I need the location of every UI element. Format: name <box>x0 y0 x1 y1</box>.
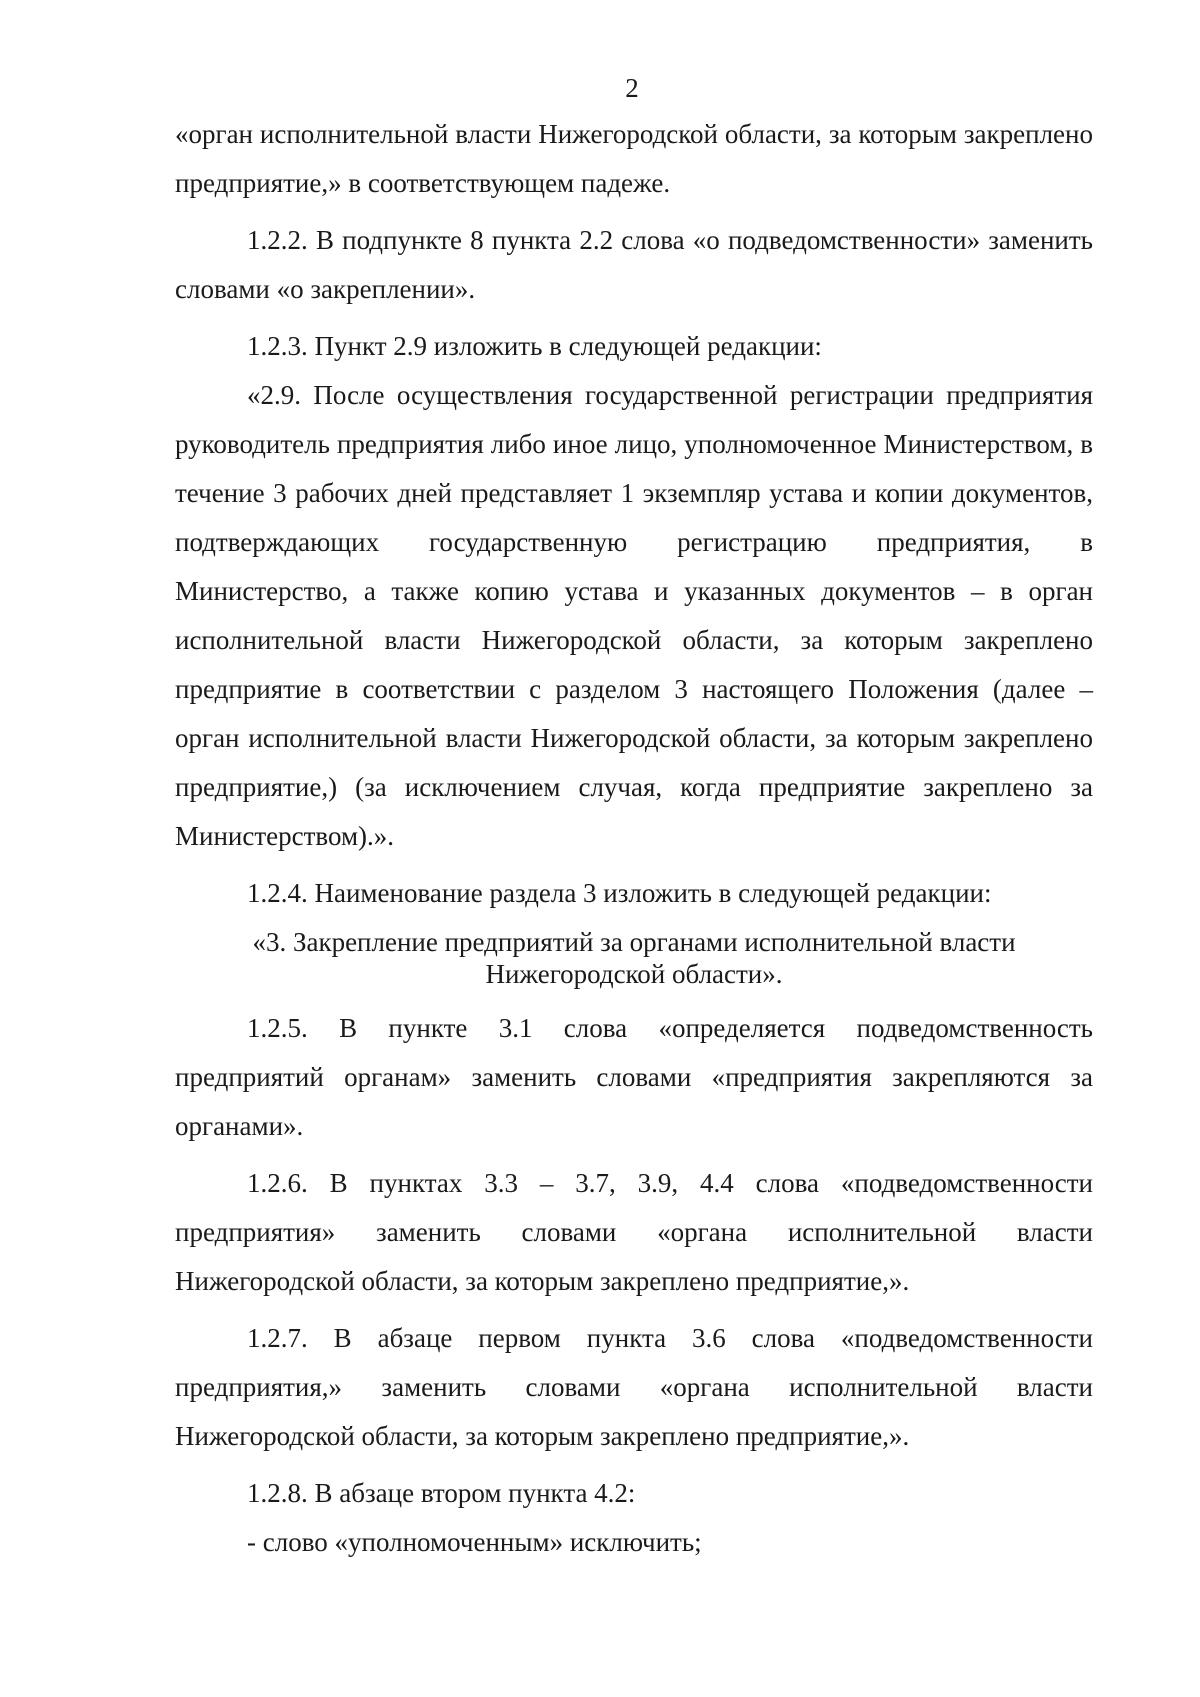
paragraph-1-2-8: 1.2.8. В абзаце втором пункта 4.2: <box>247 1478 636 1508</box>
paragraph-quote-2-9: «2.9. После осуществления государственной регистрации предприятия руководитель предприятия либо иное лицо, уполномоченное Министерством, в течение 3 рабочих дней представляет 1 экземпляр устава и копии документов, подтверждающих государственную регистрацию предприятия, в Министерство, а также копию устава и указанных документов – в орган исполнительной власти Нижегородской области, за которым закреплено предприятие в соответствии с разделом 3 настоящего Положения (далее – орган исполнительной власти Нижегородской области, за которым закреплено предприятие,) (за исключением случая, когда предприятие закреплено за Министерством).». <box>175 380 1093 851</box>
page-number: 2 <box>625 73 639 103</box>
paragraph-1-2-7: 1.2.7. В абзаце первом пункта 3.6 слова «подведомственности предприятия,» заменить словами «органа исполнительной власти Нижегородской области, за которым закреплено предприятие,». <box>175 1323 1093 1451</box>
paragraph-1-2-6: 1.2.6. В пунктах 3.3 – 3.7, 3.9, 4.4 слова «подведомственности предприятия» заменить словами «органа исполнительной власти Нижегородской области, за которым закреплено предприятие,». <box>175 1168 1093 1296</box>
section-heading-quote <box>175 926 1093 990</box>
paragraph-1-2-5: 1.2.5. В пункте 3.1 слова «определяется подведомственность предприятий органам» заменить словами «предприятия закрепляются за органами». <box>175 1013 1093 1141</box>
section-heading-line-1: «3. Закрепление предприятий за органами исполнительной власти <box>252 927 1016 957</box>
list-item-exclude-word: - слово «уполномоченным» исключить; <box>247 1527 702 1557</box>
paragraph-continuation: «орган исполнительной власти Нижегородской области, за которым закреплено предприятие,» в соответствующем падеже. <box>175 119 1093 198</box>
paragraph-1-2-2: 1.2.2. В подпункте 8 пункта 2.2 слова «о подведомственности» заменить словами «о закреплении». <box>175 225 1093 304</box>
section-heading-line-2: Нижегородской области». <box>485 959 783 989</box>
paragraph-1-2-3: 1.2.3. Пункт 2.9 изложить в следующей редакции: <box>247 331 822 361</box>
paragraph-1-2-4: 1.2.4. Наименование раздела 3 изложить в следующей редакции: <box>247 878 992 908</box>
document-body <box>175 110 1093 1575</box>
